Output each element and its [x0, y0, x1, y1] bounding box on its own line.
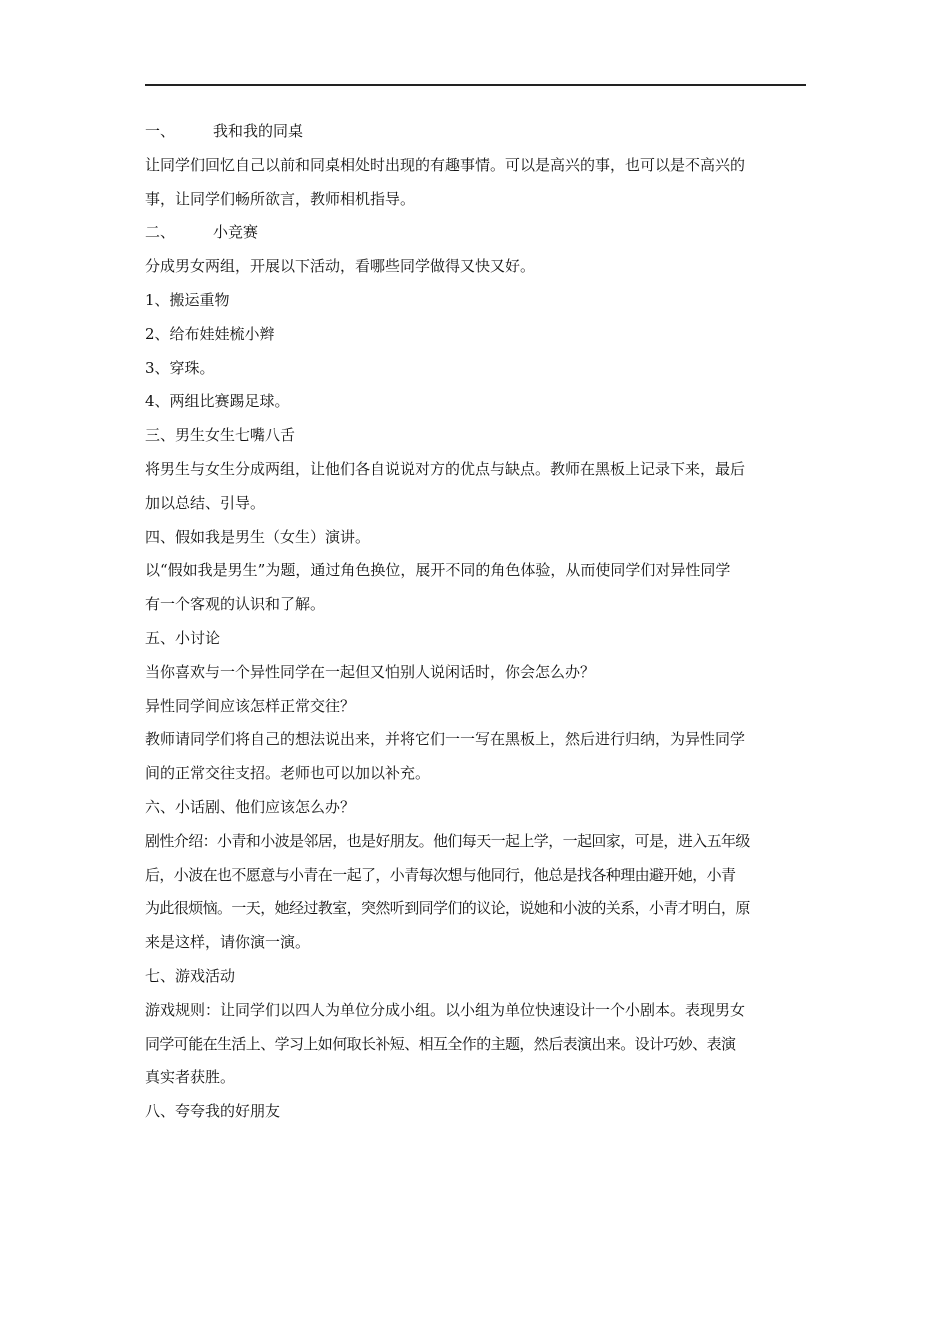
- paragraph-line: 来是这样，请你演一演。: [145, 933, 311, 952]
- section-heading-4: 四、假如我是男生（女生）演讲。: [145, 527, 371, 546]
- section-heading-8: 八、夸夸我的好朋友: [145, 1102, 281, 1121]
- paragraph-line: 有一个客观的认识和了解。: [145, 595, 326, 614]
- paragraph-line: 真实者获胜。: [145, 1068, 236, 1087]
- section-heading-2: 二、 小竞赛: [145, 223, 259, 242]
- paragraph-line: 加以总结、引导。: [145, 493, 266, 512]
- section-heading-7: 七、游戏活动: [145, 966, 236, 985]
- paragraph-line: 后，小波在也不愿意与小青在一起了，小青每次想与他同行，他总是找各种理由避开她，小青: [145, 865, 736, 884]
- paragraph-line: 将男生与女生分成两组，让他们各自说说对方的优点与缺点。教师在黑板上记录下来，最后: [145, 459, 746, 478]
- paragraph-line: 异性同学间应该怎样正常交往？: [145, 696, 356, 715]
- section-heading-5: 五、小讨论: [145, 628, 221, 647]
- paragraph-line: 教师请同学们将自己的想法说出来，并将它们一一写在黑板上，然后进行归纳，为异性同学: [145, 730, 746, 749]
- list-item: 1、搬运重物: [145, 290, 230, 309]
- paragraph-line: 间的正常交往支招。老师也可以加以补充。: [145, 764, 431, 783]
- paragraph-line: 为此很烦恼。一天，她经过教室，突然听到同学们的议论，说她和小波的关系，小青才明白，原: [145, 899, 750, 918]
- paragraph-line: 事，让同学们畅所欲言，教师相机指导。: [145, 189, 416, 208]
- paragraph-line: 以“假如我是男生”为题，通过角色换位，展开不同的角色体验，从而使同学们对异性同学: [145, 561, 731, 580]
- paragraph-line: 让同学们回忆自己以前和同桌相处时出现的有趣事情。可以是高兴的事，也可以是不高兴的: [145, 155, 746, 174]
- section-heading-1: 一、 我和我的同桌: [145, 122, 304, 140]
- header-rule: [145, 84, 806, 86]
- section-heading-3: 三、男生女生七嘴八舌: [145, 426, 296, 445]
- list-item: 3、穿珠。: [145, 358, 215, 377]
- document-body: [145, 120, 810, 1134]
- paragraph-line: 分成男女两组，开展以下活动，看哪些同学做得又快又好。: [145, 257, 536, 276]
- paragraph-line: 剧性介绍：小青和小波是邻居，也是好朋友。他们每天一起上学，一起回家，可是，进入五年级: [145, 831, 750, 850]
- list-item: 2、给布娃娃梳小辫: [145, 324, 275, 343]
- paragraph-line: 同学可能在生活上、学习上如何取长补短、相互全作的主题，然后表演出来。设计巧妙、表演: [145, 1034, 736, 1053]
- paragraph-line: 游戏规则：让同学们以四人为单位分成小组。以小组为单位快速设计一个小剧本。表现男女: [145, 1000, 746, 1019]
- paragraph-line: 当你喜欢与一个异性同学在一起但又怕别人说闲话时，你会怎么办？: [145, 662, 596, 681]
- list-item: 4、两组比赛踢足球。: [145, 392, 290, 411]
- section-heading-6: 六、小话剧、他们应该怎么办？: [145, 797, 356, 816]
